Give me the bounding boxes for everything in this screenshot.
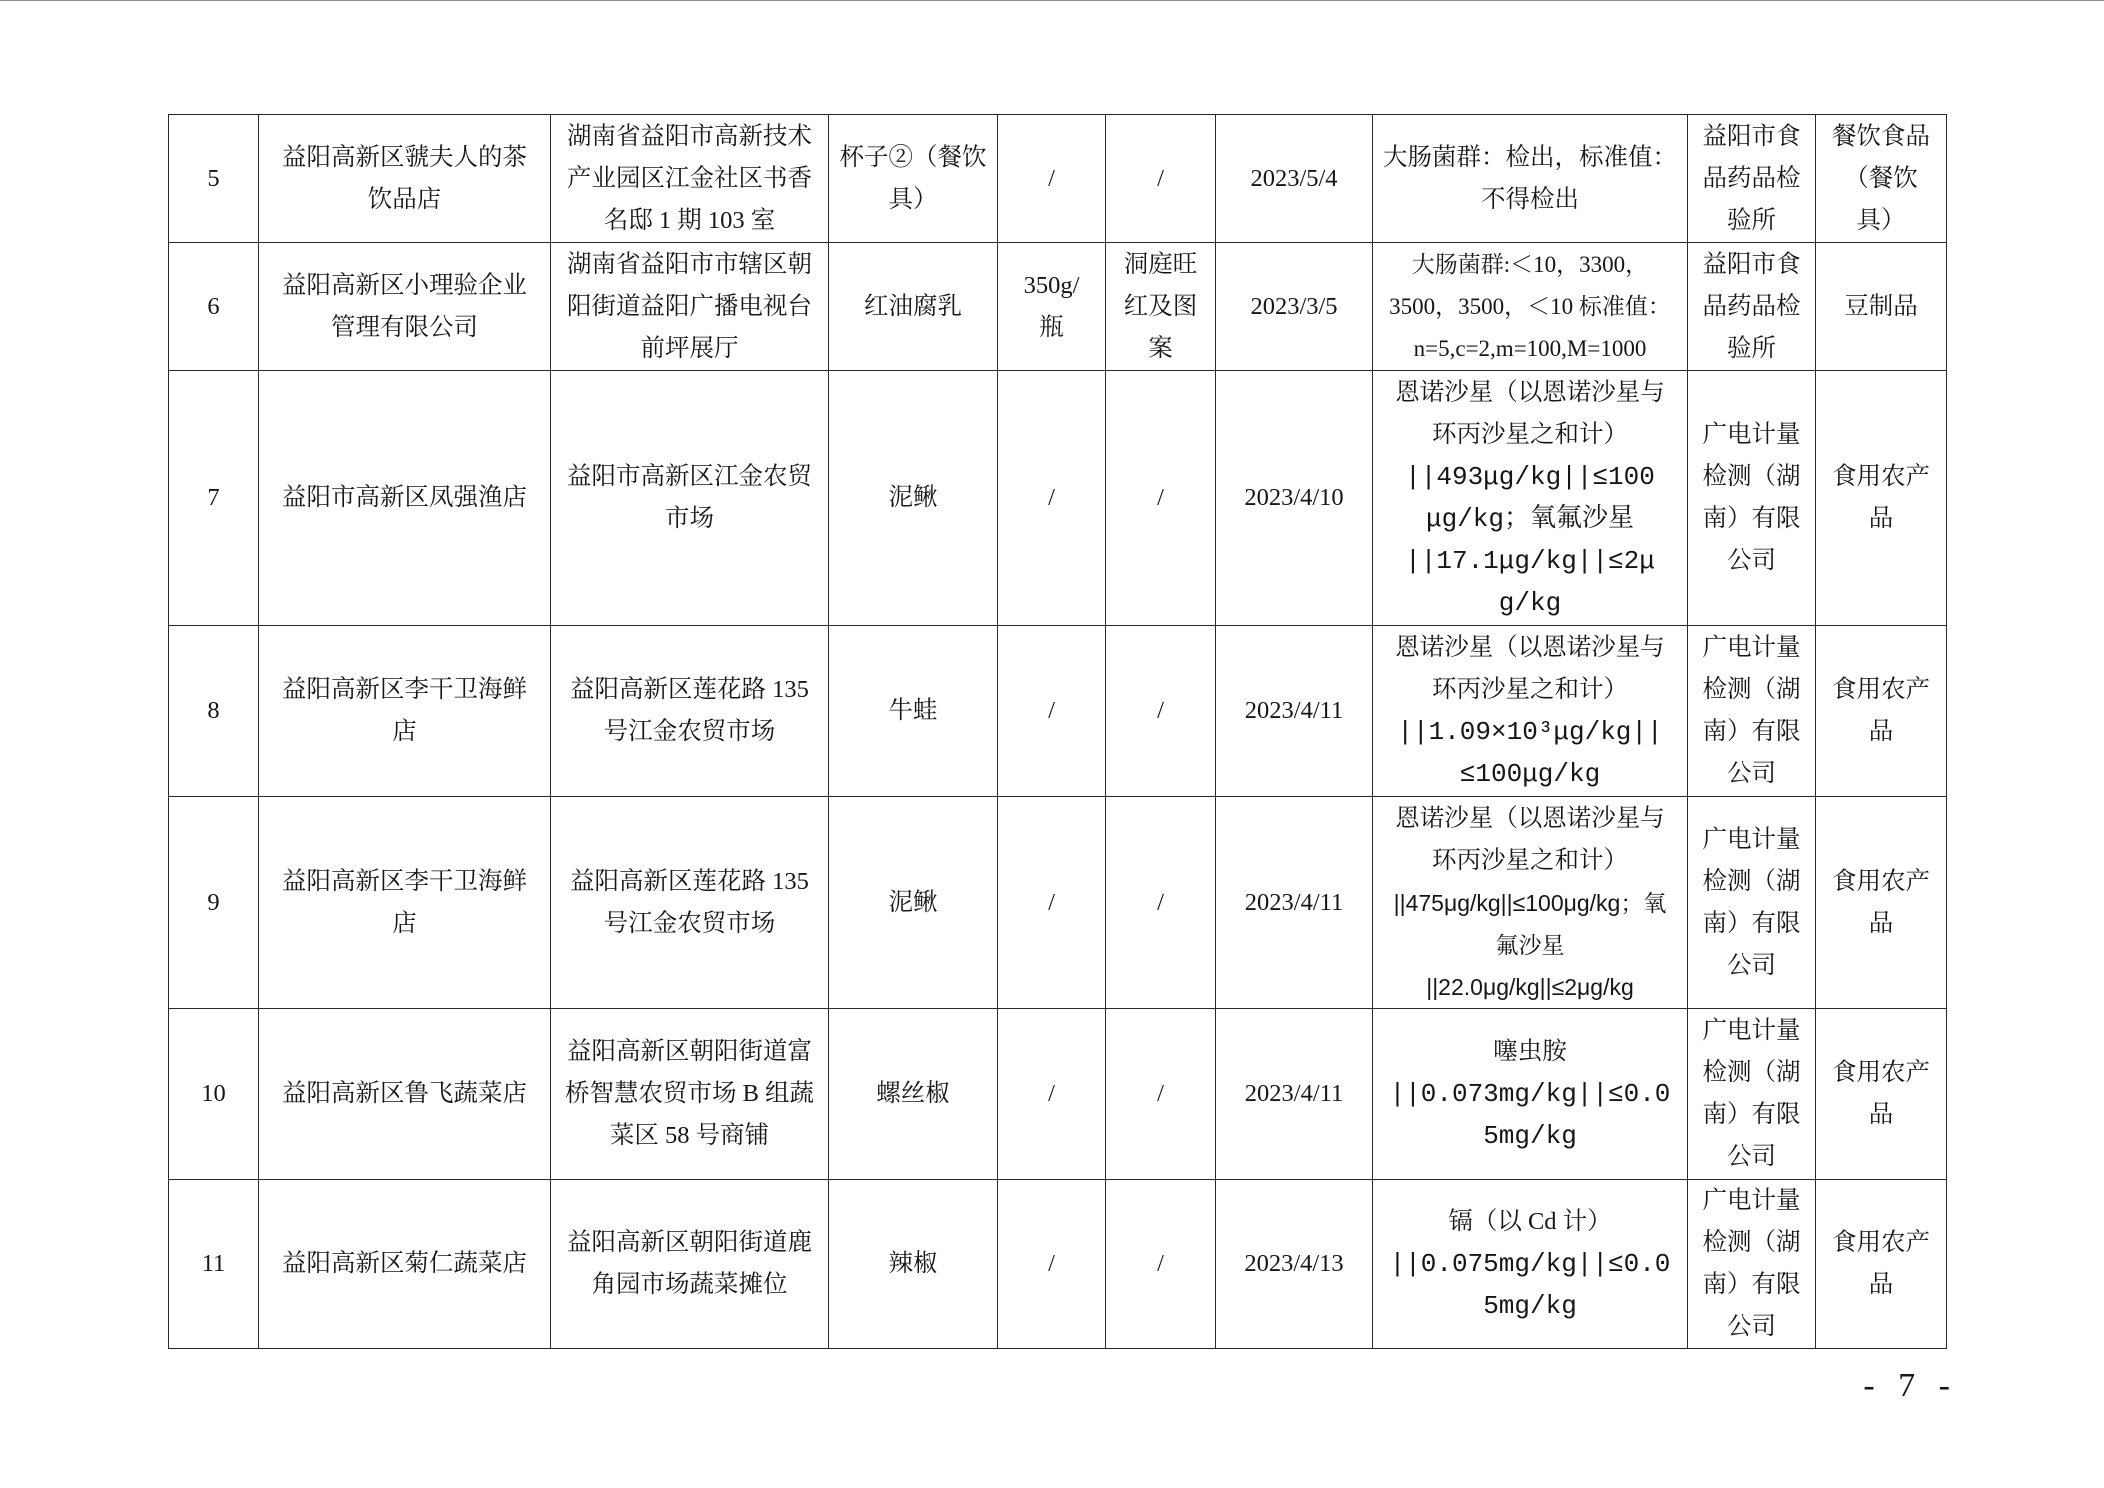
food-category-cell: 食用农产 品 [1816,797,1947,1009]
test-result-cell [1373,243,1688,371]
business-address-cell: 湖南省益阳市市辖区朝 阳街道益阳广播电视台 前坪展厅 [551,243,829,371]
table-row [169,626,1947,797]
business-name-cell: 益阳高新区小理验企业 管理有限公司 [259,243,551,371]
sample-name-cell: 泥鳅 [829,371,998,626]
business-name-cell: 益阳高新区鲁飞蔬菜店 [259,1009,551,1180]
testing-agency-cell: 益阳市食 品药品检 验所 [1688,243,1816,371]
table-row [169,797,1947,1009]
testing-agency-cell: 广电计量 检测（湖 南）有限 公司 [1688,797,1816,1009]
sample-name-cell: 牛蛙 [829,626,998,797]
table-row [169,1180,1947,1349]
row-number-cell: 10 [169,1009,259,1180]
business-address-cell: 益阳高新区朝阳街道鹿 角园市场蔬菜摊位 [551,1180,829,1349]
business-name-cell: 益阳高新区李干卫海鲜 店 [259,626,551,797]
business-address-cell: 益阳高新区莲花路 135 号江金农贸市场 [551,626,829,797]
test-item-text: 恩诺沙星（以恩诺沙星与 环丙沙星之和计） [1395,634,1665,703]
sample-name-cell: 辣椒 [829,1180,998,1349]
production-date-cell: 2023/4/10 [1216,371,1373,626]
table-row [169,371,1947,626]
trademark-cell: / [1106,115,1216,243]
production-date-cell: 2023/5/4 [1216,115,1373,243]
table-row [169,243,1947,371]
food-category-cell: 食用农产 品 [1816,1180,1947,1349]
business-address-cell: 益阳高新区莲花路 135 号江金农贸市场 [551,797,829,1009]
sample-name-cell: 红油腐乳 [829,243,998,371]
food-category-cell: 餐饮食品 （餐饮 具） [1816,115,1947,243]
inspection-results-table [168,114,1947,1349]
trademark-cell: 洞庭旺 红及图 案 [1106,243,1216,371]
test-item-text: 恩诺沙星（以恩诺沙星与 环丙沙星之和计） [1395,379,1665,448]
row-number-cell: 5 [169,115,259,243]
business-address-cell: 益阳市高新区江金农贸 市场 [551,371,829,626]
food-category-cell: 食用农产 品 [1816,626,1947,797]
test-result-cell [1373,1180,1688,1349]
page-top-edge [0,0,2104,1]
sample-name-cell: 杯子②（餐饮 具） [829,115,998,243]
test-result-cell [1373,1009,1688,1180]
testing-agency-cell: 广电计量 检测（湖 南）有限 公司 [1688,1180,1816,1349]
business-name-cell: 益阳高新区菊仁蔬菜店 [259,1180,551,1349]
specification-cell: 350g/ 瓶 [998,243,1106,371]
testing-agency-cell: 广电计量 检测（湖 南）有限 公司 [1688,626,1816,797]
test-item-text: 大肠菌群:＜10，3300， 3500，3500，＜10 标准值： n=5,c=2,m=100,M=1000 [1389,251,1671,361]
sample-name-cell: 螺丝椒 [829,1009,998,1180]
specification-cell: / [998,626,1106,797]
test-item-text: 恩诺沙星（以恩诺沙星与 环丙沙星之和计） [1395,804,1665,874]
specification-cell: / [998,1180,1106,1349]
food-category-cell: 食用农产 品 [1816,1009,1947,1180]
trademark-cell: / [1106,1009,1216,1180]
business-name-cell: 益阳市高新区凤强渔店 [259,371,551,626]
row-number-cell: 6 [169,243,259,371]
business-name-cell: 益阳高新区虢夫人的茶 饮品店 [259,115,551,243]
specification-cell: / [998,371,1106,626]
testing-agency-cell: 广电计量 检测（湖 南）有限 公司 [1688,371,1816,626]
test-result-cell [1373,115,1688,243]
row-number-cell: 9 [169,797,259,1009]
row-number-cell: 7 [169,371,259,626]
production-date-cell: 2023/4/11 [1216,797,1373,1009]
test-item-text: 噻虫胺 [1493,1038,1567,1065]
specification-cell: / [998,1009,1106,1180]
test-value-text: ||475μg/kg||≤100μg/kg；氧 氟沙星 ||22.0μg/kg||≤2μg/kg [1393,889,1667,1000]
test-value-text: ||1.09×10³μg/kg|| ≤100μg/kg [1397,717,1663,789]
testing-agency-cell: 广电计量 检测（湖 南）有限 公司 [1688,1009,1816,1180]
food-category-cell: 食用农产 品 [1816,371,1947,626]
production-date-cell: 2023/4/11 [1216,1009,1373,1180]
test-item-text: 镉（以 Cd 计） [1448,1208,1612,1235]
row-number-cell: 8 [169,626,259,797]
test-value-text: ||0.075mg/kg||≤0.0 5mg/kg [1389,1249,1671,1321]
business-address-cell: 湖南省益阳市高新技术 产业园区江金社区书香 名邸 1 期 103 室 [551,115,829,243]
test-result-cell [1373,797,1688,1009]
row-number-cell: 11 [169,1180,259,1349]
trademark-cell: / [1106,797,1216,1009]
testing-agency-cell: 益阳市食 品药品检 验所 [1688,115,1816,243]
business-name-cell: 益阳高新区李干卫海鲜 店 [259,797,551,1009]
test-result-cell [1373,626,1688,797]
production-date-cell: 2023/3/5 [1216,243,1373,371]
production-date-cell: 2023/4/13 [1216,1180,1373,1349]
test-value-text: ||0.073mg/kg||≤0.0 5mg/kg [1389,1079,1671,1151]
trademark-cell: / [1106,626,1216,797]
sample-name-cell: 泥鳅 [829,797,998,1009]
test-value-text: ||493μg/kg||≤100 μg/kg；氧氟沙星 ||17.1μg/kg||≤2μ g/kg [1405,462,1655,618]
specification-cell: / [998,797,1106,1009]
table-row [169,1009,1947,1180]
trademark-cell: / [1106,1180,1216,1349]
specification-cell: / [998,115,1106,243]
business-address-cell: 益阳高新区朝阳街道富 桥智慧农贸市场 B 组蔬 菜区 58 号商铺 [551,1009,829,1180]
trademark-cell: / [1106,371,1216,626]
page-number: - 7 - [1863,1367,1950,1404]
production-date-cell: 2023/4/11 [1216,626,1373,797]
test-item-text: 大肠菌群：检出，标准值： 不得检出 [1383,143,1677,213]
test-result-cell [1373,371,1688,626]
food-category-cell: 豆制品 [1816,243,1947,371]
table-row [169,115,1947,243]
